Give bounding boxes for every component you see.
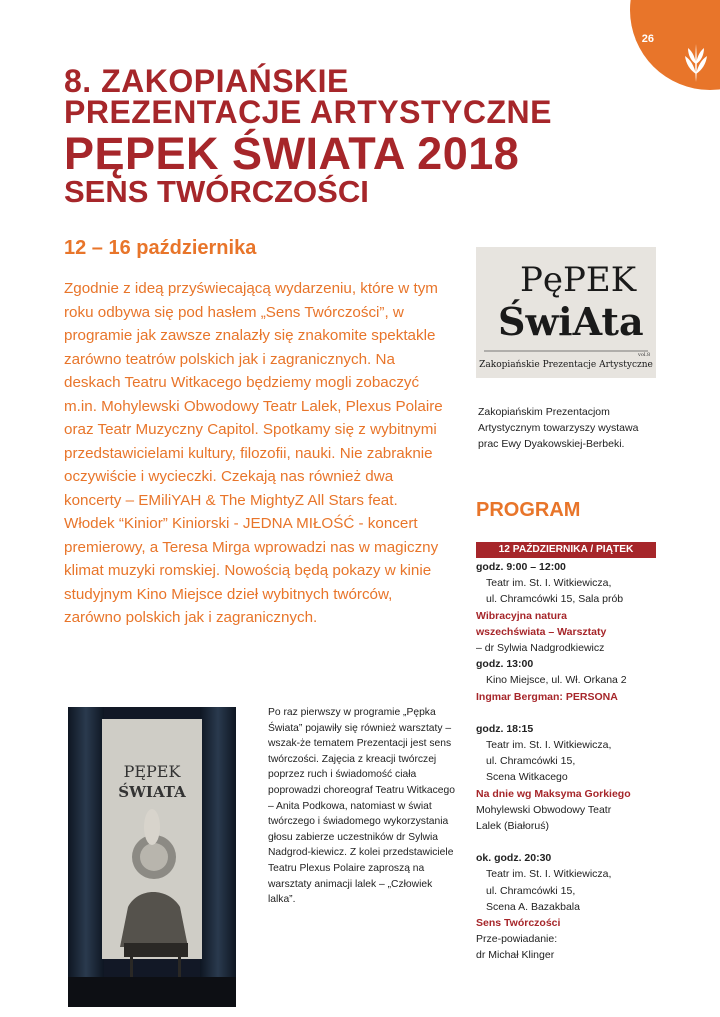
logo-subtitle: Zakopiańskie Prezentacje Artystyczne — [479, 360, 653, 370]
program-title: PROGRAM — [476, 499, 581, 521]
event-1-title-2: wszechświata – Warsztaty — [476, 625, 607, 638]
logo-vol: vol.8 — [638, 352, 651, 358]
logo-line-1: PęPEK — [520, 260, 637, 300]
heading-line-3: PĘPEK ŚWIATA 2018 — [64, 128, 520, 179]
event-3-performer-2: Lalek (Białoruś) — [476, 820, 549, 833]
event-3-performer: Mohylewski Obwodowy Teatr — [476, 803, 612, 816]
event-4-time: ok. godz. 20:30 — [476, 852, 552, 865]
event-3-title: Na dnie wg Maksyma Gorkiego — [476, 787, 631, 800]
heading-line-4: SENS TWÓRCZOŚCI — [64, 174, 369, 209]
workshops-paragraph: Po raz pierwszy w programie „Pępka Świata” pojawiły się również warsztaty – wszak-że tematem Prezentacji jest sens twórczości. Zajęcia z kreacji twórczej poprzez ruch i świadomość ciała poprowadzi choreograf Teatru Witkacego – Anita Podkowa, natomiast w świat twórczego i świadomego wykorzystania głosu zabierze uczestników dr Sylwia Nadgrod-kiewicz. Z kolei przedstawiciele Teatru Plexus Polaire zaproszą na warsztaty animacji lalek – „Człowiek lalka”. — [268, 707, 455, 906]
event-4-location: Teatr im. St. I. Witkiewicza, — [486, 868, 612, 881]
event-4-location-3: Scena A. Bazakbala — [486, 900, 580, 913]
main-heading — [64, 63, 552, 209]
svg-text:ŚWIATA: ŚWIATA — [118, 783, 186, 801]
event-3-location-3: Scena Witkacego — [486, 771, 568, 784]
event-1-time: godz. 9:00 – 12:00 — [476, 561, 566, 573]
logo-caption: Zakopiańskim Prezentacjom Artystycznym towarzyszy wystawa prac Ewy Dyakowskiej-Berbeki. — [478, 406, 639, 450]
day-header: 12 PAŹDZIERNIKA / PIĄTEK — [476, 542, 656, 558]
event-4-desc: Prze-powiadanie: — [476, 933, 558, 946]
festival-logo-graphic — [476, 247, 656, 378]
heading-line-2: PREZENTACJE ARTYSTYCZNE — [64, 94, 552, 130]
event-1-title: Wibracyjna natura — [476, 609, 567, 622]
event-4-location-2: ul. Chramcówki 15, — [486, 884, 576, 897]
event-4-desc-2: dr Michał Klinger — [476, 949, 555, 962]
event-1-location: Teatr im. St. I. Witkiewicza, — [486, 577, 612, 590]
schedule-list — [476, 559, 662, 964]
heading-line-1: 8. ZAKOPIAŃSKIE — [64, 63, 349, 99]
event-3-location-2: ul. Chramcówki 15, — [486, 755, 576, 768]
svg-text:PĘPEK: PĘPEK — [123, 762, 181, 781]
event-4-title: Sens Twórczości — [476, 917, 561, 930]
wheat-leaf-icon — [676, 34, 716, 84]
poster-photo-graphic — [68, 707, 236, 1007]
poster-photo — [68, 707, 236, 1007]
event-2-time: godz. 13:00 — [476, 658, 534, 671]
festival-logo — [476, 247, 656, 378]
event-dates: 12 – 16 października — [64, 237, 257, 259]
event-3-location: Teatr im. St. I. Witkiewicza, — [486, 739, 612, 752]
event-2-location: Kino Miejsce, ul. Wł. Orkana 2 — [486, 674, 627, 687]
event-3-time: godz. 18:15 — [476, 722, 534, 735]
logo-line-2: ŚwiAta — [498, 299, 644, 344]
intro-paragraph: Zgodnie z ideą przyświecającą wydarzeniu, które w tym roku odbywa się pod hasłem „Sens Twórczości”, w programie jak zawsze znalazły się znakomite spektakle zarówno teatrów polskich jak i zagranicznych. Na deskach Teatru Witkacego będziemy mogli zobaczyć m.in. Mohylewski Obwodowy Teatr Lalek, Plexus Polaire oraz Teatr Muzyczny Capitol. Spotkamy się z wybitnymi przedstawicielami kultury, filozofii, nauki. Nie zabraknie oczywiście i wycieczki. Czekają nas również dwa koncerty – EMiliYAH & The MightyZ All Stars feat. Włodek “Kinior” Kiniorski - JEDNA MIŁOŚĆ - koncert premierowy, a Teresa Mirga wprowadzi nas w magiczny klimat muzyki romskiej. Nowością będą pokazy w kinie studyjnym Kino Miejsce dzieł wybitnych twórców, zarówno polskich jak i zagranicznych. — [64, 280, 443, 626]
event-2-title: Ingmar Bergman: PERSONA — [476, 690, 618, 703]
page-number: 26 — [641, 33, 654, 45]
event-1-person: – dr Sylwia Nadgrodkiewicz — [476, 642, 605, 655]
event-1-location-2: ul. Chramcówki 15, Sala prób — [486, 593, 624, 606]
